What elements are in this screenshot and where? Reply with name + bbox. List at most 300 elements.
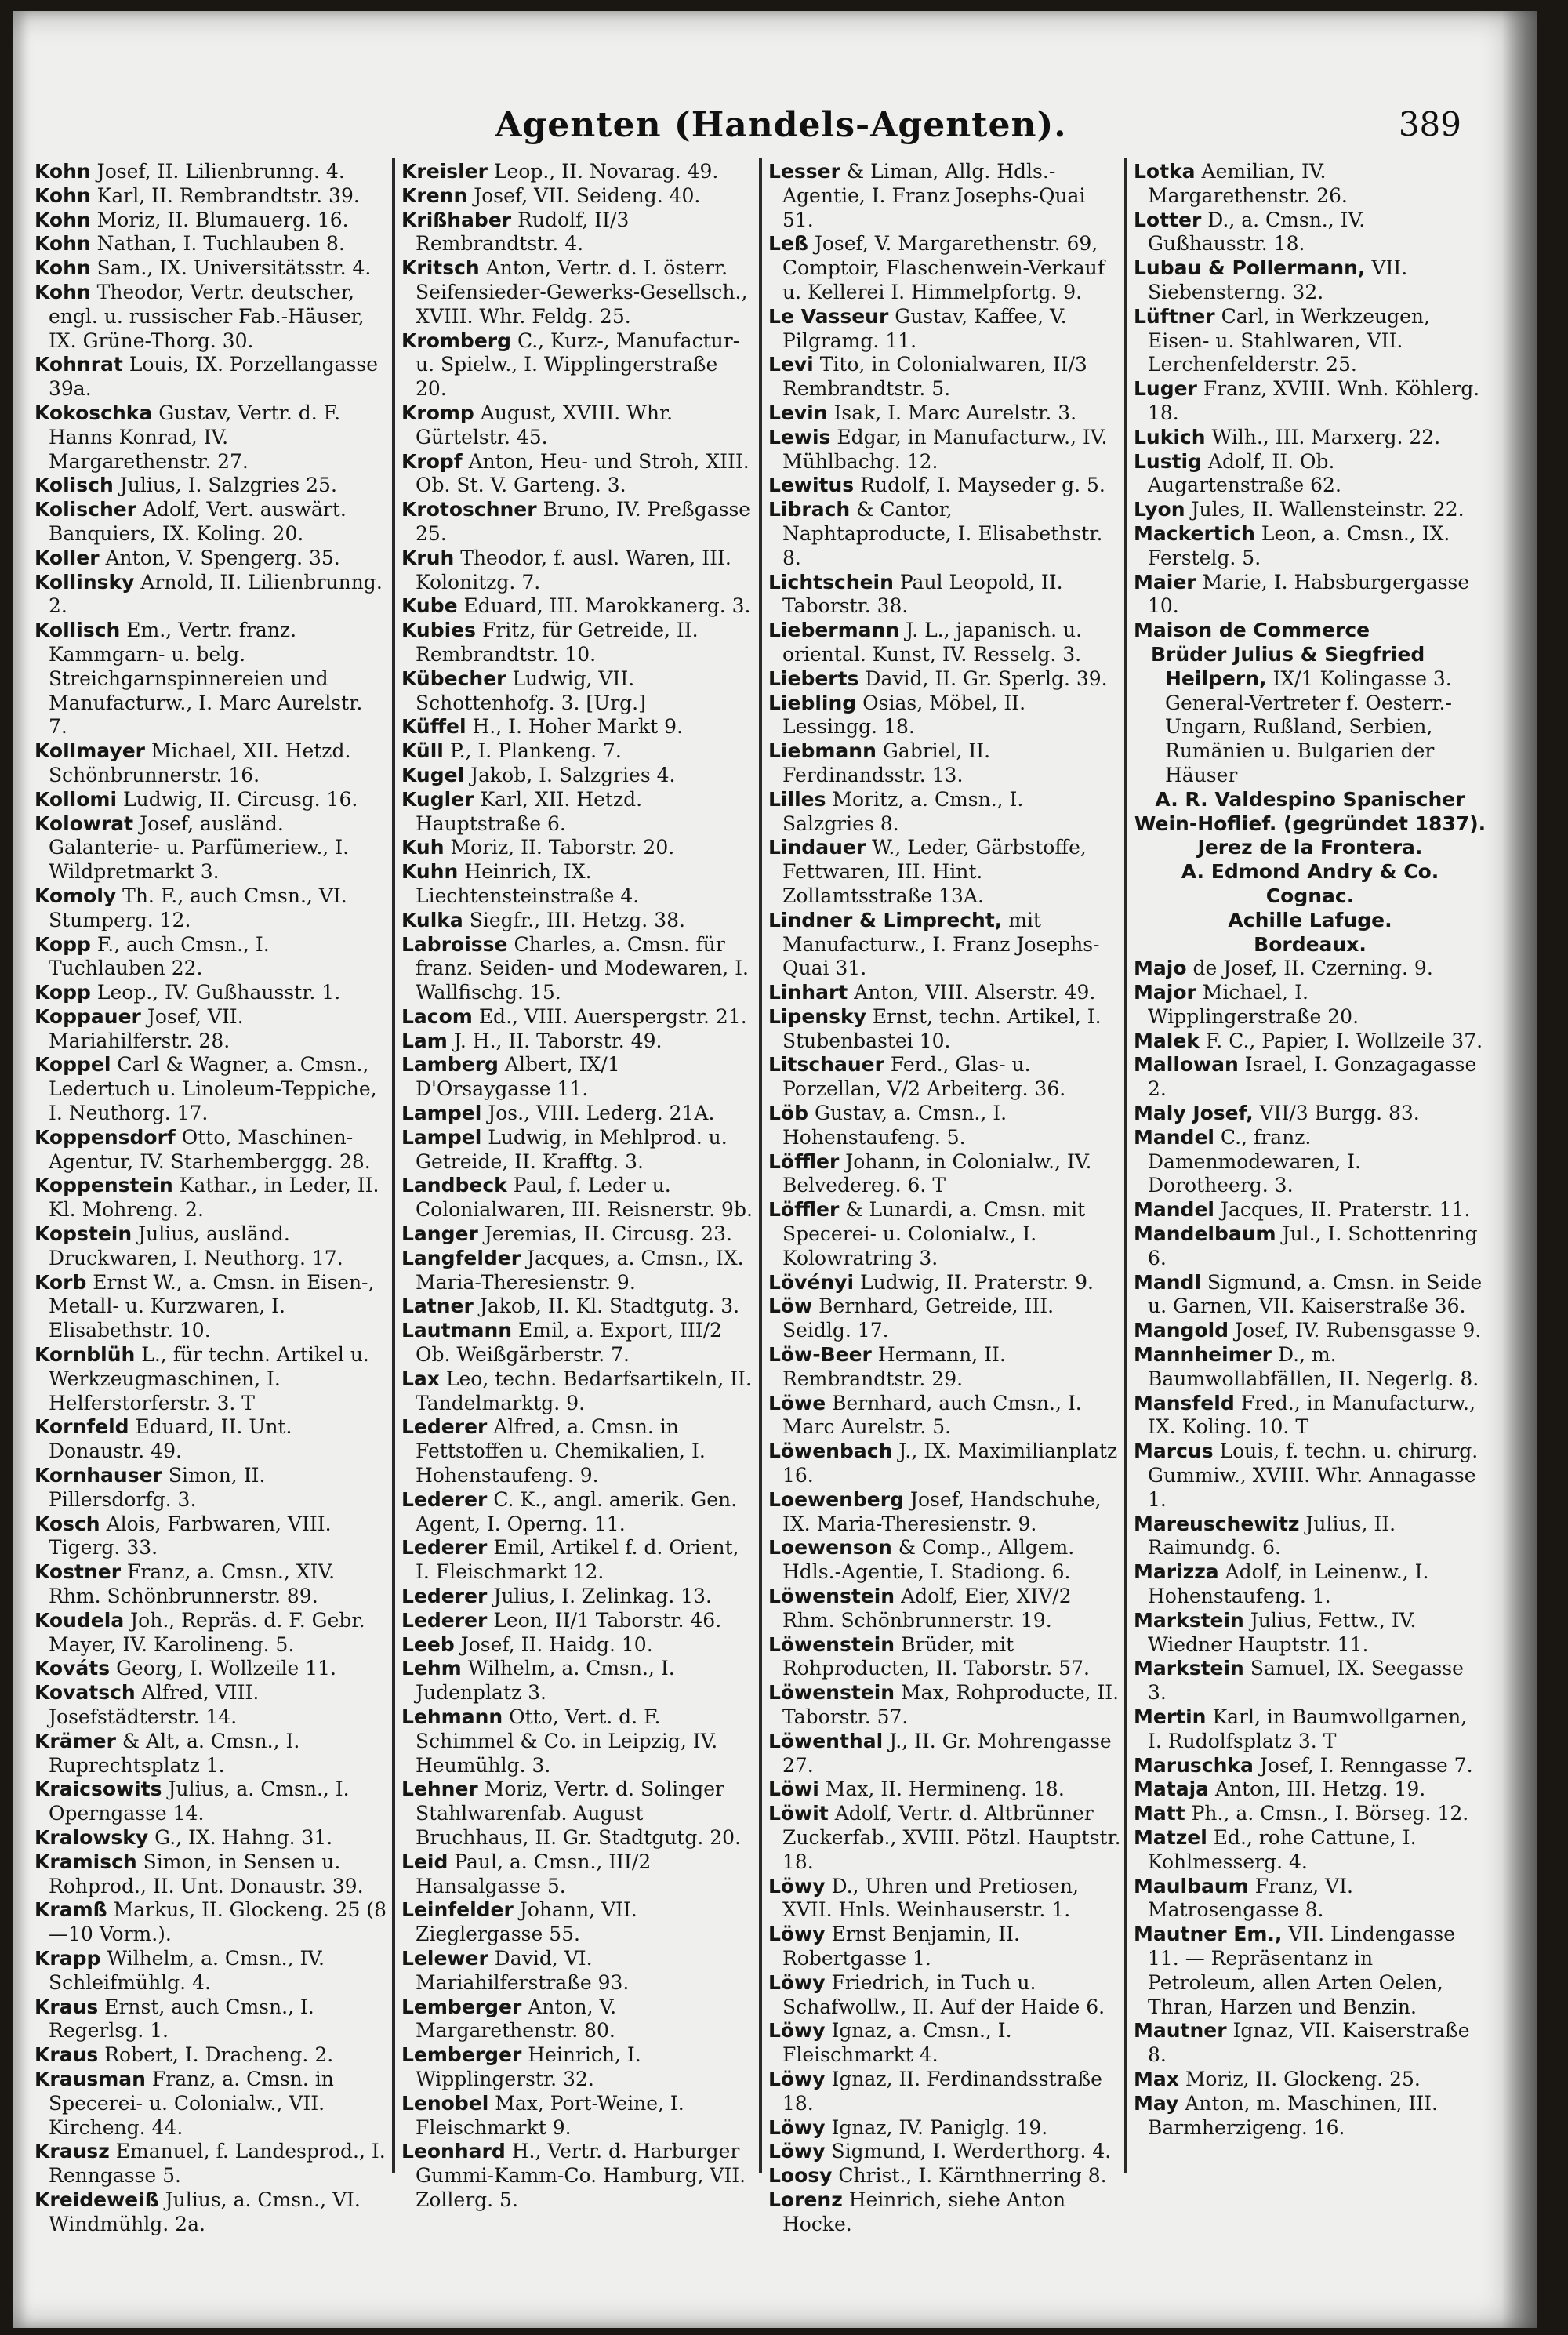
entry-details: IX/1 Kolingasse 3. General-Vertreter f. Oesterr.-Ungarn, Rußland, Serbien, Rumänien u. Bulgarien der Häuser [1165,666,1452,786]
entry-name: Kohn [34,208,91,231]
directory-entry [34,1826,387,1850]
entry-name: Lyon [1134,498,1185,521]
entry-name: Leeb [401,1632,455,1656]
entry-details: Jakob, I. Salzgries 4. [470,763,676,786]
entry-details: Franz, XVIII. Wnh. Köhlerg. 18. [1148,377,1480,424]
entry-name: Matt [1134,1802,1185,1825]
directory-entry [1134,2068,1486,2092]
entry-details: Ludwig, in Mehlprod. u. Getreide, II. Krafftg. 3. [416,1125,728,1173]
entry-name: Löwenstein [768,1585,895,1608]
directory-entry [34,2068,387,2140]
entry-details: Bruno, IV. Preßgasse 25. [416,498,751,545]
entry-name: Leinfelder [401,1898,514,1922]
directory-entry [34,739,387,788]
entry-details: Wilhelm, a. Cmsn., IV. Schleifmühlg. 4. [49,1946,325,1994]
entry-details: Moriz, II. Glockeng. 25. [1185,2067,1421,2090]
directory-entry [768,788,1121,837]
directory-entry [34,1560,387,1609]
directory-entry [401,1102,754,1126]
directory-entry [34,1271,387,1343]
entry-name: Lam [401,1029,448,1052]
directory-entry [768,739,1121,788]
directory-entry [768,2140,1121,2164]
entry-name: Le Vasseur [768,304,889,328]
entry-name: Kulka [401,908,463,931]
entry-details: Rudolf, I. Mayseder g. 5. [860,474,1105,497]
entry-name: Lax [401,1367,440,1390]
directory-entry [1134,209,1486,257]
entry-name: Bordeaux. [1254,932,1367,956]
directory-entry [34,256,387,281]
directory-column-2 [401,160,754,2211]
entry-details: Simon, II. Pillersdorfg. 3. [49,1464,266,1511]
entry-name: Marizza [1134,1560,1219,1584]
entry-name: Kornblüh [34,1343,136,1367]
entry-details: Paul, a. Cmsn., III/2 Hansalgasse 5. [416,1850,652,1897]
entry-name: Kraicsowits [34,1778,162,1801]
entry-details: J. H., II. Taborstr. 49. [453,1029,662,1052]
page-edge-shadow [1502,11,1537,2328]
entry-name: Kohnrat [34,353,123,376]
entry-name: Kohn [34,232,91,256]
directory-entry [34,884,387,933]
directory-entry [34,1609,387,1658]
entry-name: Loosy [768,2164,833,2188]
directory-entry [34,1174,387,1222]
entry-details: Josef, II. Lilienbrunng. 4. [96,160,345,183]
entry-name: Mareuschewitz [1134,1512,1300,1535]
directory-entry [34,933,387,982]
directory-entry [1134,643,1486,788]
entry-name: Loewenson [768,1536,892,1560]
directory-entry [401,1247,754,1295]
directory-entry [401,2092,754,2141]
entry-name: Lesser [768,160,840,183]
directory-entry [1134,1802,1486,1826]
directory-entry [401,594,754,619]
directory-entry [768,2164,1121,2188]
directory-entry [401,2140,754,2212]
entry-name: Major [1134,981,1196,1004]
entry-name: Malek [1134,1029,1200,1052]
entry-details: Fred., in Manufacturw., IX. Koling. 10. T [1148,1391,1475,1439]
entry-name: Kopp [34,932,91,956]
directory-entry [1134,2092,1486,2141]
entry-details: Markus, II. Glockeng. 25 (8—10 Vorm.). [49,1898,387,1946]
entry-name: Kramß [34,1898,107,1922]
entry-details: Louis, f. techn. u. chirurg. Gummiw., XVIII. Whr. Annagasse 1. [1148,1440,1479,1511]
directory-entry [768,1440,1121,1488]
directory-entry [768,160,1121,232]
entry-details: Ferd., Glas- u. Porzellan, V/2 Arbeiterg. 36. [782,1053,1066,1101]
entry-name: Löwi [768,1778,819,1801]
entry-name: Majo [1134,957,1187,980]
entry-name: Kornhauser [34,1464,162,1487]
entry-name: Kosch [34,1512,100,1535]
directory-entry [34,498,387,547]
directory-entry [401,764,754,788]
column-divider [392,158,395,2173]
entry-name: Kopstein [34,1222,132,1246]
entry-details: Paul, f. Leder u. Colonialwaren, III. Reisnerstr. 9b. [416,1174,753,1222]
entry-name: Maier [1134,570,1196,594]
entry-details: Ernst W., a. Cmsn. in Eisen-, Metall- u. Kurzwaren, I. Elisabethstr. 10. [49,1270,375,1342]
entry-details: Anton, V. Margarethenstr. 80. [416,1995,617,2043]
entry-details: Karl, in Baumwollgarnen, I. Rudolfsplatz 3. T [1148,1705,1468,1752]
directory-entry [1134,305,1486,377]
entry-details: Anton, m. Maschinen, III. Barmherzigeng. 16. [1148,2091,1438,2139]
entry-details: Siegfr., III. Hetzg. 38. [469,908,685,931]
entry-name: Lichtschein [768,570,894,594]
entry-details: Ed., rohe Cattune, I. Kohlmesserg. 4. [1148,1825,1417,1873]
entry-details: VII. Lindengasse 11. — Repräsentanz in Petroleum, allen Arten Oelen, Thran, Harzen und Benzin. [1148,1923,1456,2018]
entry-details: J., IX. Maximilianplatz 16. [782,1440,1118,1487]
entry-name: Maulbaum [1134,1874,1249,1897]
entry-details: Gustav, Kaffee, V. Pilgramg. 11. [782,304,1067,352]
entry-name: Landbeck [401,1174,507,1197]
entry-details: Ludwig, II. Circusg. 16. [123,787,358,811]
entry-details: W., Leder, Gärbstoffe, Fettwaren, III. Hint. Zollamtsstraße 13A. [782,836,1087,907]
directory-entry [1134,884,1486,909]
entry-name: Löffler [768,1149,840,1173]
directory-entry [401,547,754,595]
directory-entry [401,498,754,547]
entry-name: Lewis [768,425,831,448]
directory-entry [34,1730,387,1778]
directory-entry [401,1295,754,1319]
entry-details: Josef, VII. Seideng. 40. [474,183,701,207]
entry-name: Kuh [401,836,445,859]
directory-entry [401,1488,754,1537]
entry-name: Löwy [768,2019,826,2043]
entry-details: Johann, VII. Zieglergasse 55. [416,1898,637,1946]
entry-name: Krapp [34,1946,101,1970]
directory-entry [34,1995,387,2044]
entry-name: Löwenstein [768,1632,895,1656]
entry-name: Maison de Commerce [1134,619,1370,642]
entry-details: Moriz, II. Blumauerg. 16. [96,208,349,231]
entry-details: Fritz, für Getreide, II. Rembrandtstr. 10. [416,619,699,666]
directory-entry [1134,1778,1486,1802]
entry-details: Josef, I. Renngasse 7. [1259,1753,1473,1777]
directory-entry [401,1222,754,1247]
entry-details: Ed., VIII. Auerspergstr. 21. [478,1004,747,1028]
entry-details: Adolf, Vertr. d. Altbrünner Zuckerfab., XVIII. Pötzl. Hauptstr. 18. [782,1802,1121,1873]
directory-entry [1134,1198,1486,1222]
entry-details: Ignaz, VII. Kaiserstraße 8. [1148,2019,1470,2067]
entry-details: Christ., I. Kärnthnerring 8. [838,2164,1107,2188]
entry-name: Krotoschner [401,498,537,521]
entry-details: Jacques, a. Cmsn., IX. Maria-Theresienstr. 9. [416,1246,744,1294]
entry-details: Bernhard, Getreide, III. Seidlg. 17. [782,1295,1054,1342]
entry-details: Max, Rohproducte, II. Taborstr. 57. [782,1681,1120,1728]
entry-name: Lampel [401,1125,482,1149]
entry-name: Latner [401,1295,474,1318]
entry-name: Langer [401,1222,478,1246]
entry-details: D., Uhren und Pretiosen, XVII. Hnls. Weinhauserstr. 1. [782,1874,1079,1922]
entry-name: Kováts [34,1657,111,1680]
entry-name: Lüftner [1134,304,1215,328]
entry-details: Friedrich, in Tuch u. Schafwollw., II. Auf der Haide 6. [782,1970,1105,2018]
entry-name: Kollmayer [34,739,145,763]
entry-name: Marcus [1134,1440,1214,1463]
entry-name: Librach [768,498,851,521]
directory-entry [34,401,387,474]
directory-entry [34,160,387,184]
entry-details: Anton, Vertr. d. I. österr. Seifensieder-Gewerks-Gesellsch., XVIII. Whr. Feldg. 25. [416,256,748,328]
entry-details: Robert, I. Dracheng. 2. [104,2043,334,2067]
entry-name: Lewitus [768,474,855,497]
entry-details: Josef, ausländ. Galanterie- u. Parfümeriew., I. Wildpretmarkt 3. [49,812,350,884]
entry-name: Lorenz [768,2188,843,2211]
entry-details: Theodor, f. ausl. Waren, III. Kolonitzg. 7. [416,546,731,594]
directory-entry [768,909,1121,981]
directory-entry [34,232,387,256]
directory-entry [34,788,387,812]
entry-name: Matzel [1134,1825,1207,1849]
entry-name: Löwenbach [768,1440,893,1463]
entry-name: Kollisch [34,619,121,642]
directory-entry [401,1705,754,1778]
entry-details: Karl, II. Rembrandtstr. 39. [96,183,360,207]
entry-name: Mallowan [1134,1053,1239,1077]
entry-details: C., Kurz-, Manufactur- u. Spielw., I. Wipplingerstraße 20. [416,329,740,401]
directory-entry [1134,1319,1486,1343]
directory-entry [768,2116,1121,2141]
entry-name: Koller [34,546,100,569]
directory-entry [768,401,1121,426]
entry-details: Josef, II. Haidg. 10. [460,1632,653,1656]
entry-details: VII/3 Burgg. 83. [1259,1102,1420,1125]
entry-name: Löb [768,1102,809,1125]
entry-details: Jeremias, II. Circusg. 23. [484,1222,732,1246]
entry-details: Tito, in Colonialwaren, II/3 Rembrandtstr. 5. [782,353,1087,401]
directory-entry [768,1585,1121,1633]
entry-name: Mautner Em., [1134,1923,1283,1946]
entry-name: Kuhn [401,860,459,884]
entry-details: Adolf, Eier, XIV/2 Rhm. Schönbrunnerstr. 19. [782,1585,1072,1632]
entry-details: Osias, Möbel, II. Lessingg. 18. [782,691,1026,739]
directory-entry [401,1126,754,1175]
entry-name: Kraus [34,1995,99,2018]
directory-entry [768,1875,1121,1923]
directory-entry [401,1536,754,1585]
entry-name: Leonhard [401,2140,506,2163]
entry-details: Jakob, II. Kl. Stadtgutg. 3. [479,1295,740,1318]
directory-entry [1134,957,1486,981]
directory-entry [401,1319,754,1367]
directory-entry [401,667,754,716]
entry-name: Löwit [768,1802,829,1825]
entry-name: Kokoschka [34,401,153,424]
entry-name: Krausz [34,2140,110,2163]
directory-entry [768,619,1121,667]
directory-entry [34,1343,387,1415]
entry-details: Georg, I. Wollzeile 11. [116,1657,336,1680]
directory-entry [768,1271,1121,1295]
directory-entry [401,1585,754,1609]
directory-entry [401,1898,754,1947]
entry-name: Kohn [34,160,91,183]
directory-entry [34,2140,387,2188]
entry-name: Kreideweiß [34,2188,159,2211]
entry-name: Labroisse [401,932,508,956]
entry-details: Jules, II. Wallensteinstr. 22. [1191,498,1465,521]
entry-details: Carl, in Werkzeugen, Eisen- u. Stahlwaren, VII. Lerchenfelderstr. 25. [1148,304,1430,376]
directory-entry [401,329,754,401]
entry-name: May [1134,2091,1179,2115]
entry-name: Liebermann [768,619,900,642]
entry-details: Ignaz, II. Ferdinandsstraße 18. [782,2067,1102,2115]
entry-name: Lieberts [768,666,859,690]
entry-details: de Josef, II. Czerning. 9. [1192,957,1433,980]
entry-name: Mautner [1134,2019,1227,2043]
entry-name: Lipensky [768,1004,866,1028]
directory-entry [34,1657,387,1681]
entry-details: Aemilian, IV. Margarethenstr. 26. [1148,160,1348,207]
entry-details: Nathan, I. Tuchlauben 8. [96,232,345,256]
directory-entry [34,547,387,571]
entry-details: Alois, Farbwaren, VIII. Tigerg. 33. [49,1512,332,1560]
directory-entry [401,1657,754,1705]
directory-entry [768,1005,1121,1054]
directory-entry [768,2068,1121,2116]
entry-details: Gustav, a. Cmsn., I. Hohenstaufeng. 5. [782,1102,1007,1149]
directory-entry [401,1415,754,1487]
entry-details: Josef, VII. Mariahilferstr. 28. [49,1004,244,1052]
entry-name: Mandl [1134,1270,1202,1294]
entry-details: Julius, a. Cmsn., I. Operngasse 14. [49,1778,350,1825]
directory-entry [34,184,387,209]
entry-details: Moritz, a. Cmsn., I. Salzgries 8. [782,787,1024,835]
entry-name: Maly Josef, [1134,1102,1254,1125]
entry-name: Kollinsky [34,570,135,594]
entry-name: Langfelder [401,1246,521,1269]
directory-entry [401,1633,754,1658]
entry-name: Kralowsky [34,1825,149,1849]
entry-details: August, XVIII. Whr. Gürtelstr. 45. [416,401,673,448]
directory-entry [401,1609,754,1633]
entry-details: & Liman, Allg. Hdls.-Agentie, I. Franz Josephs-Quai 51. [782,160,1086,231]
entry-details: Hermann, II. Rembrandtstr. 29. [782,1343,1006,1390]
directory-entry [1134,256,1486,305]
directory-entry [768,1392,1121,1440]
entry-name: Lederer [401,1536,488,1560]
entry-details: Albert, IX/1 D'Orsaygasse 11. [416,1053,620,1101]
directory-entry [1134,1222,1486,1271]
entry-name: Lehm [401,1657,462,1680]
directory-entry [34,209,387,233]
entry-details: David, VI. Mariahilferstraße 93. [416,1946,630,1994]
entry-name: Markstein [1134,1608,1244,1632]
entry-details: Moriz, II. Taborstr. 20. [450,836,675,859]
entry-details: Emil, a. Export, III/2 Ob. Weißgärberstr. 7. [416,1319,722,1367]
entry-details: Leop., IV. Gußhausstr. 1. [96,981,341,1004]
entry-name: Mangold [1134,1319,1229,1342]
entry-name: Küffel [401,715,466,739]
directory-entry [34,1053,387,1125]
entry-name: Lotka [1134,160,1196,183]
entry-name: A. R. Valdespino Spanischer Wein-Hoflief. (gegründet 1837). [1134,787,1486,835]
entry-details: Adolf, II. Ob. Augartenstraße 62. [1148,449,1341,497]
entry-details: Rudolf, II/3 Rembrandtstr. 4. [416,208,630,256]
entry-name: Kugel [401,763,465,786]
entry-details: Em., Vertr. franz. Kammgarn- u. belg. Streichgarnspinnereien und Manufacturw., I. Marc Aurelstr. 7. [49,619,363,739]
entry-details: Julius, I. Salzgries 25. [119,474,337,497]
directory-entry [34,353,387,401]
directory-entry [1134,860,1486,884]
directory-column-3 [768,160,1121,2235]
directory-entry [768,692,1121,740]
directory-entry [1134,1560,1486,1609]
directory-entry [768,1778,1121,1802]
entry-details: & Cantor, Naphtaproducte, I. Elisabethstr. 8. [782,498,1103,569]
entry-name: Koppauer [34,1004,141,1028]
directory-entry [768,1971,1121,2020]
entry-details: & Alt, a. Cmsn., I. Ruprechtsplatz 1. [49,1729,300,1777]
entry-details: Jacques, II. Praterstr. 11. [1220,1198,1471,1222]
directory-entry [34,1778,387,1826]
entry-name: Cognac. [1265,884,1355,907]
directory-entry [401,1850,754,1899]
directory-entry [401,184,754,209]
entry-name: Mandel [1134,1198,1214,1222]
directory-entry [401,715,754,739]
entry-details: Brüder, mit Rohproducten, II. Taborstr. 57. [782,1632,1090,1680]
entry-name: Löwenstein [768,1681,895,1705]
directory-entry [401,860,754,909]
entry-name: Kramisch [34,1850,137,1873]
entry-details: Eduard, II. Unt. Donaustr. 49. [49,1415,292,1463]
directory-entry [1134,1271,1486,1320]
entry-details: Wilhelm, a. Cmsn., I. Judenplatz 3. [416,1657,675,1705]
entry-name: Lamberg [401,1053,499,1077]
directory-entry [401,1367,754,1416]
entry-details: Isak, I. Marc Aurelstr. 3. [833,401,1077,424]
entry-details: Moriz, Vertr. d. Solinger Stahlwarenfab. August Bruchhaus, II. Gr. Stadtgutg. 20. [416,1778,742,1849]
entry-name: Jerez de la Frontera. [1197,836,1423,859]
entry-name: Löwe [768,1391,826,1414]
directory-entry [401,1174,754,1222]
entry-details: F., auch Cmsn., I. Tuchlauben 22. [49,932,270,980]
entry-name: Mataja [1134,1778,1210,1801]
entry-name: Lubau & Pollermann, [1134,256,1366,280]
directory-entry [1134,981,1486,1030]
entry-details: & Comp., Allgem. Hdls.-Agentie, I. Stadiong. 6. [782,1536,1075,1584]
directory-entry [1134,1657,1486,1705]
entry-details: Paul Leopold, II. Taborstr. 38. [782,570,1063,618]
directory-entry [768,2188,1121,2237]
entry-details: Josef, V. Margarethenstr. 69, Comptoir, Flaschenwein-Verkauf u. Kellerei I. Himmelpfortg. 9. [782,232,1105,303]
directory-entry [401,1030,754,1054]
directory-entry [401,1005,754,1030]
entry-details: Jos., VIII. Lederg. 21A. [488,1102,715,1125]
entry-name: Kritsch [401,256,480,280]
directory-entry [1134,1392,1486,1440]
entry-details: Ignaz, a. Cmsn., I. Fleischmarkt 4. [782,2019,1012,2067]
entry-details: Julius, II. Raimundg. 6. [1148,1512,1396,1560]
entry-details: Leo, techn. Bedarfsartikeln, II. Tandelmarktg. 9. [416,1367,752,1414]
entry-name: Lenobel [401,2091,489,2115]
directory-entry [34,1005,387,1054]
directory-entry [1134,909,1486,933]
entry-details: Ernst Benjamin, II. Robertgasse 1. [782,1923,1020,1970]
directory-entry [34,1512,387,1561]
entry-details: C. K., angl. amerik. Gen. Agent, I. Operng. 11. [416,1487,738,1535]
directory-entry [401,909,754,933]
entry-name: Lilles [768,787,826,811]
entry-name: Loewenberg [768,1487,904,1511]
